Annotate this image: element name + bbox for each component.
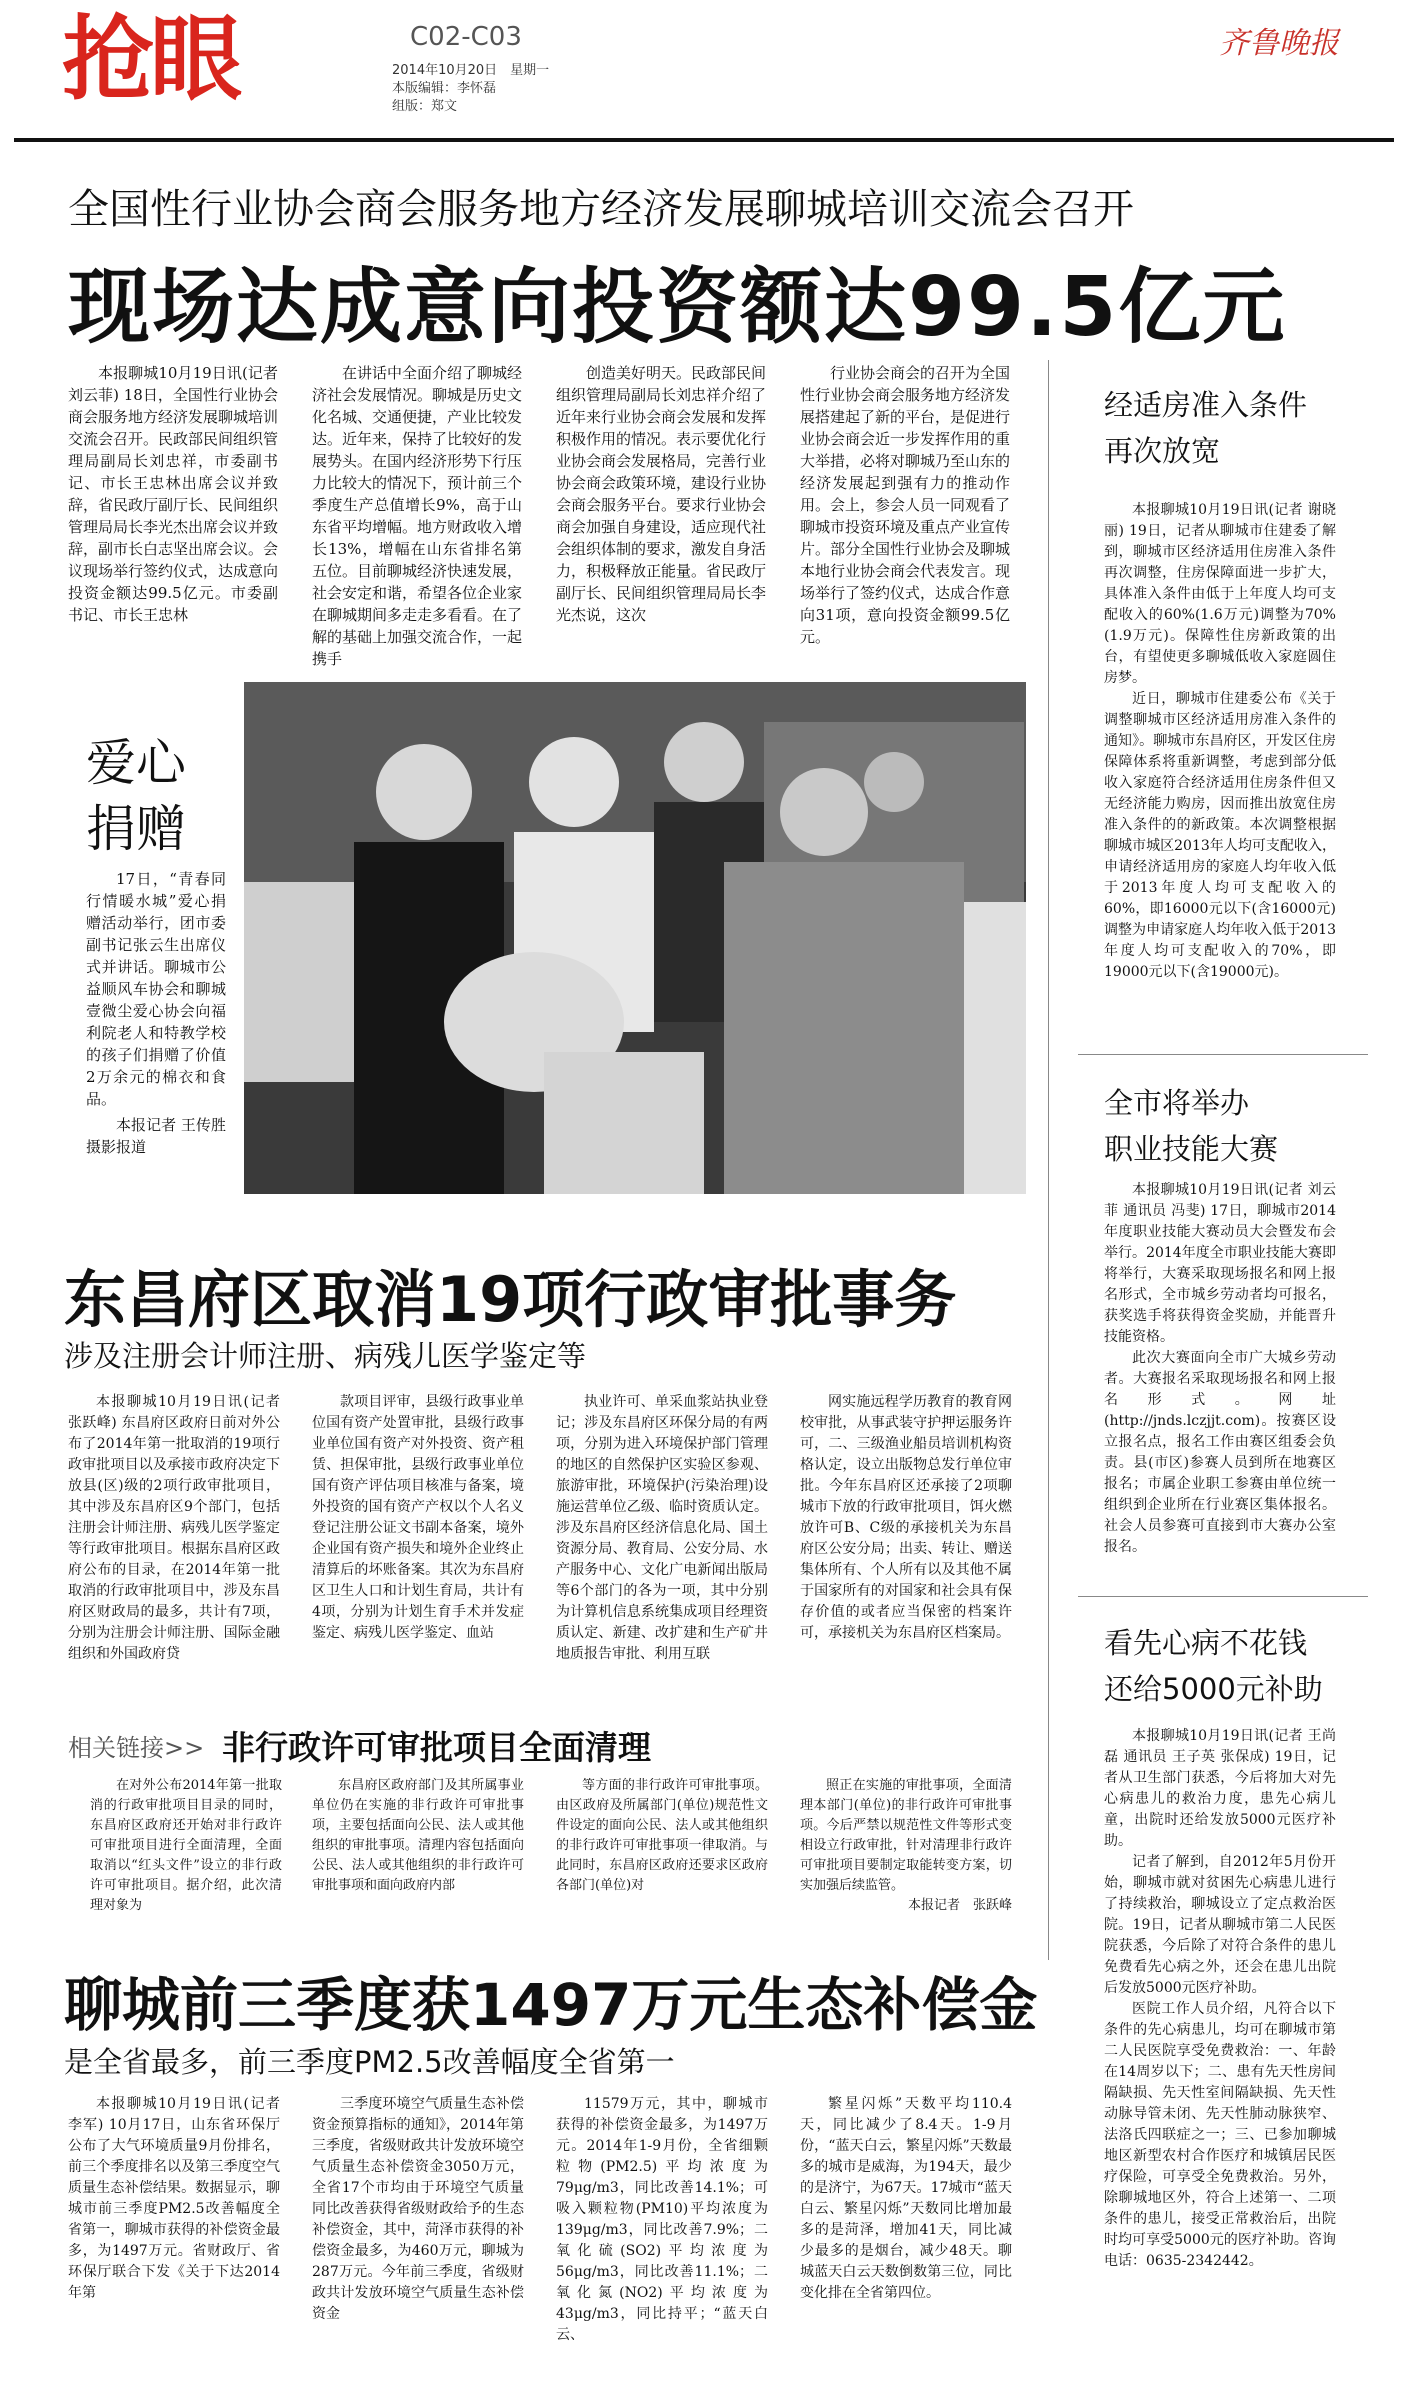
lead-paragraph: 创造美好明天。民政部民间组织管理局副局长刘忠祥介绍了近年来行业协会商会发展和发挥积极作用的情况。表示要优化行业协会商会发展格局，完善行业协会商会政策环境，建设行业协会商会服务平台。要求行业协会商会加强自身建设，适应现代社会组织体制的要求，激发自身活力，积极释放正能量。省民政厅副厅长、民间组织管理局局长李光杰说，这次: [556, 364, 767, 624]
side2-paragraph: 此次大赛面向全市广大城乡劳动者。大赛报名采取现场报名和网上报名形式。网址(http://jnds.lczjjt.com)。按赛区设立报名点，报名工作由赛区组委会负责。县(市区)参赛人员到所在地赛区报名；市属企业职工参赛由单位统一组织到企业所在行业赛区集体报名。社会人员参赛可直接到市大赛办公室报名。: [1104, 1350, 1336, 1555]
eco-column-4: [800, 2094, 1012, 2304]
donation-photo: [244, 682, 1026, 1194]
dongchang-paragraph: 本报聊城10月19日讯(记者 张跃峰) 东昌府区政府日前对外公布了2014年第一批取消的19项行政审批项目以及承接市政府决定下放县(区)级的2项行政审批项目，其中涉及东昌府区9个部门，包括注册会计师注册、病残儿医学鉴定等行政审批项目。根据东昌府区政府公布的目录，在2014年第一批取消的行政审批项目中，涉及东昌府区财政局的最多，共计有7项，分别为注册会计师注册、国际金融组织和外国政府贷: [68, 1394, 280, 1662]
love-title: 爱心 捐赠: [86, 734, 186, 858]
lead-kicker: 全国性行业协会商会服务地方经济发展聊城培训交流会召开: [68, 185, 1134, 233]
side1-title: 经适房准入条件 再次放宽: [1104, 388, 1308, 468]
lead-column-4: [800, 362, 1010, 648]
lead-column-3: [556, 362, 766, 626]
eco-column-3: [556, 2094, 768, 2346]
side-divider: [1078, 1054, 1368, 1055]
side2-body: [1104, 1180, 1336, 1558]
dongchang-subheadline: 涉及注册会计师注册、病残儿医学鉴定等: [64, 1339, 587, 1373]
lead-paragraph: 在讲话中全面介绍了聊城经济社会发展情况。聊城是历史文化名城、交通便捷，产业比较发达。近年来，保持了比较好的发展势头。在国内经济形势下行压力比较大的情况下，预计前三个季度生产总值增长9%，高于山东省平均增幅。地方财政收入增长13%，增幅在山东省排名第五位。目前聊城经济快速发展，社会安定和谐，希望各位企业家在聊城期间多走走多看看。在了解的基础上加强交流合作，一起携手: [312, 364, 523, 668]
dongchang-paragraph: 网实施远程学历教育的教育网校审批，从事武装守护押运服务许可，二、三级渔业船员培训机构资格认定，设立出版物总发行单位审批。今年东昌府区还承接了2项聊城市下放的行政审批项目，饵火燃放许可B、C级的承接机关为东昌府区公安分局；出卖、转让、赠送集体所有、个人所有以及其他不属于国家所有的对国家和社会具有保存价值的或者应当保密的档案许可，承接机关为东昌府区档案局。: [800, 1394, 1012, 1641]
dongchang-column-2: [312, 1392, 524, 1644]
side3-body: [1104, 1726, 1336, 2272]
love-caption: [86, 868, 242, 1158]
related-title: 非行政许可审批项目全面清理: [222, 1728, 651, 1767]
eco-subheadline: 是全省最多，前三季度PM2.5改善幅度全省第一: [64, 2045, 675, 2079]
love-caption-text: 17日，“青春同行情暖水城”爱心捐赠活动举行，团市委副书记张云生出席仪式并讲话。聊城市公益顺风车协会和聊城壹微尘爱心协会向福利院老人和特教学校的孩子们捐赠了价值2万余元的棉衣和食品。: [86, 870, 226, 1108]
eco-paragraph: 11579万元，其中，聊城市获得的补偿资金最多，为1497万元。2014年1-9月份，全省细颗粒物(PM2.5)平均浓度为79μg/m3，同比改善14.1%；可吸入颗粒物(PM10)平均浓度为139μg/m3，同比改善7.9%；二氧化硫(SO2)平均浓度为56μg/m3，同比改善11.1%；二氧化氮(NO2)平均浓度为43μg/m3，同比持平；“蓝天白云、: [556, 2096, 768, 2343]
page-numbers: C02-C03: [410, 22, 522, 52]
issue-date: 2014年10月20日 星期一: [392, 63, 550, 78]
side3-paragraph: 记者了解到，自2012年5月份开始，聊城市就对贫困先心病患儿进行了持续救治，聊城设立了定点救治医院。19日，记者从聊城市第二人民医院获悉，今后除了对符合条件的患儿免费看先心病之外，还会在患儿出院后发放5000元医疗补助。: [1104, 1854, 1336, 1996]
side2-paragraph: 本报聊城10月19日讯(记者 刘云菲 通讯员 冯斐) 17日，聊城市2014年度职业技能大赛动员大会暨发布会举行。2014年度全市职业技能大赛即将举行，大赛采取现场报名和网上报名形式，全市城乡劳动者均可报名，获奖选手将获得资金奖励，并能晋升技能资格。: [1104, 1182, 1336, 1345]
layout-credit: 组版：郑文: [392, 99, 458, 114]
dongchang-column-4: [800, 1392, 1012, 1644]
newspaper-logo: 齐鲁晚报: [1219, 26, 1339, 61]
side2-title: 全市将举办 职业技能大赛: [1104, 1086, 1279, 1166]
column-divider: [1048, 360, 1049, 1960]
related-paragraph: 照正在实施的审批事项，全面清理本部门(单位)的非行政许可审批事项。今后严禁以规范性文件等形式变相设立行政审批，针对清理非行政许可审批项目要制定取能转变方案，切实加强后续监管。: [800, 1778, 1012, 1893]
editor-credit: 本版编辑：李怀磊: [392, 81, 497, 96]
related-label: 相关链接>>: [68, 1734, 205, 1762]
related-paragraph: 在对外公布2014年第一批取消的行政审批项目目录的同时，东昌府区政府还开始对非行政许可审批项目进行全面清理，全面取消以“红头文件”设立的非行政许可审批项目。据介绍，此次清理对象为: [90, 1778, 282, 1913]
dongchang-headline: 东昌府区取消19项行政审批事务: [64, 1263, 957, 1336]
eco-paragraph: 三季度环境空气质量生态补偿资金预算指标的通知》，2014年第三季度，省级财政共计发放环境空气质量生态补偿资金3050万元，全省17个市均由于环境空气质量同比改善获得省级财政给予的生态补偿资金，其中，菏泽市获得的补偿资金最多，为460万元，聊城为287万元。今年前三季度，省级财政共计发放环境空气质量生态补偿资金: [312, 2096, 524, 2322]
love-photo-credit: 本报记者 王传胜 摄影报道: [86, 1116, 242, 1156]
lead-paragraph: 本报聊城10月19日讯(记者 刘云菲) 18日，全国性行业协会商会服务地方经济发展聊城培训交流会召开。民政部民间组织管理局副局长刘忠祥，市委副书记、市长王忠林出席会议并致辞，省民政厅副厅长、民间组织管理局局长李光杰出席会议并致辞，副市长白志坚出席会议。会议现场举行签约仪式，达成意向投资金额达99.5亿元。市委副书记、市长王忠林: [68, 364, 279, 624]
side3-title: 看先心病不花钱 还给5000元补助: [1104, 1626, 1323, 1706]
lead-paragraph: 行业协会商会的召开为全国性行业协会商会服务地方经济发展搭建起了新的平台，是促进行业协会商会近一步发挥作用的重大举措，必将对聊城乃至山东的经济发展起到强有力的推动作用。会上，参会人员一同观看了聊城市投资环境及重点产业宣传片。部分全国性行业协会及聊城本地行业协会商会代表发言。现场举行了签约仪式，达成合作意向31项，意向投资金额99.5亿元。: [800, 364, 1011, 646]
eco-paragraph: 本报聊城10月19日讯(记者 李军) 10月17日，山东省环保厅公布了大气环境质量9月份排名，前三个季度排名以及第三季度空气质量生态补偿结果。数据显示，聊城市前三季度PM2.5改善幅度全省第一，聊城市获得的补偿资金最多，为1497万元。省财政厅、省环保厅联合下发《关于下达2014年第: [68, 2096, 280, 2301]
lead-headline: 现场达成意向投资额达99.5亿元: [68, 260, 1287, 355]
related-column-1: [90, 1776, 282, 1916]
dateline: [392, 62, 549, 116]
side-divider: [1078, 1596, 1368, 1597]
eco-column-1: [68, 2094, 280, 2304]
related-column-3: [556, 1776, 768, 1896]
dongchang-paragraph: 执业许可、单采血浆站执业登记；涉及东昌府区环保分局的有两项，分别为进入环境保护部门管理的地区的自然保护区实验区参观、旅游审批，环境保护(污染治理)设施运营单位乙级、临时资质认定。涉及东昌府区经济信息化局、国土资源分局、教育局、公安分局、水产服务中心、文化广电新闻出版局等6个部门的各为一项，其中分别为计算机信息系统集成项目经理资质认定、新建、改扩建和生产矿井地质报告审批、利用互联: [556, 1394, 768, 1662]
related-column-2: [312, 1776, 524, 1896]
eco-column-2: [312, 2094, 524, 2325]
related-paragraph: 东昌府区政府部门及其所属事业单位仍在实施的非行政许可审批事项，主要包括面向公民、法人或其他组织的审批事项。清理内容包括面向公民、法人或其他组织的非行政许可审批事项和面向政府内部: [312, 1778, 524, 1893]
related-paragraph: 等方面的非行政许可审批事项。由区政府及所属部门(单位)规范性文件设定的面向公民、法人或其他组织的非行政许可审批事项一律取消。与此同时，东昌府区政府还要求区政府各部门(单位)对: [556, 1778, 768, 1893]
lead-column-2: [312, 362, 522, 670]
lead-column-1: [68, 362, 278, 626]
side1-paragraph: 近日，聊城市住建委公布《关于调整聊城市区经济适用房准入条件的通知》。聊城市东昌府区，开发区住房保障体系将重新调整，考虑到部分低收入家庭符合经济适用住房条件但又无经济能力购房，因而推出放宽住房准入条件的的新政策。本次调整根据聊城市城区2013年人均可支配收入，申请经济适用房的家庭人均年收入低于2013年度人均可支配收入的60%，即16000元以下(含16000元)调整为申请家庭人均年收入低于2013年度人均可支配收入的70%，即19000元以下(含19000元)。: [1104, 691, 1336, 980]
related-column-4: [800, 1776, 1012, 1916]
side3-paragraph: 本报聊城10月19日讯(记者 王尚磊 通讯员 王子英 张保成) 19日，记者从卫生部门获悉，今后将加大对先心病患儿的救治力度，患先心病儿童，出院时还给发放5000元医疗补助。: [1104, 1728, 1336, 1849]
side1-body: [1104, 500, 1336, 983]
eco-headline: 聊城前三季度获1497万元生态补偿金: [64, 1971, 1038, 2039]
side1-paragraph: 本报聊城10月19日讯(记者 谢晓丽) 19日，记者从聊城市住建委了解到，聊城市区经济适用住房准入条件再次调整，住房保障面进一步扩大，具体准入条件由低于上年度人均可支配收入的60%(1.6万元)调整为70%(1.9万元)。保障性住房新政策的出台，有望使更多聊城低收入家庭圆住房梦。: [1104, 502, 1336, 686]
masthead-rule: [14, 138, 1394, 142]
side3-paragraph: 医院工作人员介绍，凡符合以下条件的先心病患儿，均可在聊城市第二人民医院享受免费救治：一、年龄在14周岁以下；二、患有先天性房间隔缺损、先天性室间隔缺损、先天性动脉导管未闭、先天性肺动脉狭窄、法洛氏四联症之一；三、已参加聊城地区新型农村合作医疗和城镇居民医疗保险，可享受全免费救治。另外，除聊城地区外，符合上述第一、二项条件的患儿，接受正常救治后，出院时均可享受5000元的医疗补助。咨询电话：0635-2342442。: [1104, 2001, 1336, 2269]
dongchang-paragraph: 款项目评审，县级行政事业单位国有资产处置审批，县级行政事业单位国有资产对外投资、资产租赁、担保审批，县级行政事业单位国有资产评估项目核准与备案，境外投资的国有资产产权以个人名义登记注册公证文书副本备案，境外企业国有资产损失和境外企业终止清算后的坏账备案。其次为东昌府区卫生人口和计划生育局，共计有4项，分别为计划生育手术并发症鉴定、病残儿医学鉴定、血站: [312, 1394, 524, 1641]
related-credit: 本报记者 张跃峰: [907, 1898, 1012, 1913]
section-logo: 抢眼: [62, 6, 239, 113]
dongchang-column-1: [68, 1392, 280, 1665]
eco-paragraph: 繁星闪烁”天数平均110.4天，同比减少了8.4天。1-9月份，“蓝天白云，繁星闪烁”天数最多的城市是威海，为194天，最少的是济宁，为67天。17城市“蓝天白云、繁星闪烁”天数同比增加最多的是菏泽，增加41天，同比减少最多的是烟台，减少48天。聊城蓝天白云天数倒数第三位，同比变化排在全省第四位。: [800, 2096, 1012, 2301]
dongchang-column-3: [556, 1392, 768, 1665]
donation-photo-image: [244, 682, 1026, 1194]
